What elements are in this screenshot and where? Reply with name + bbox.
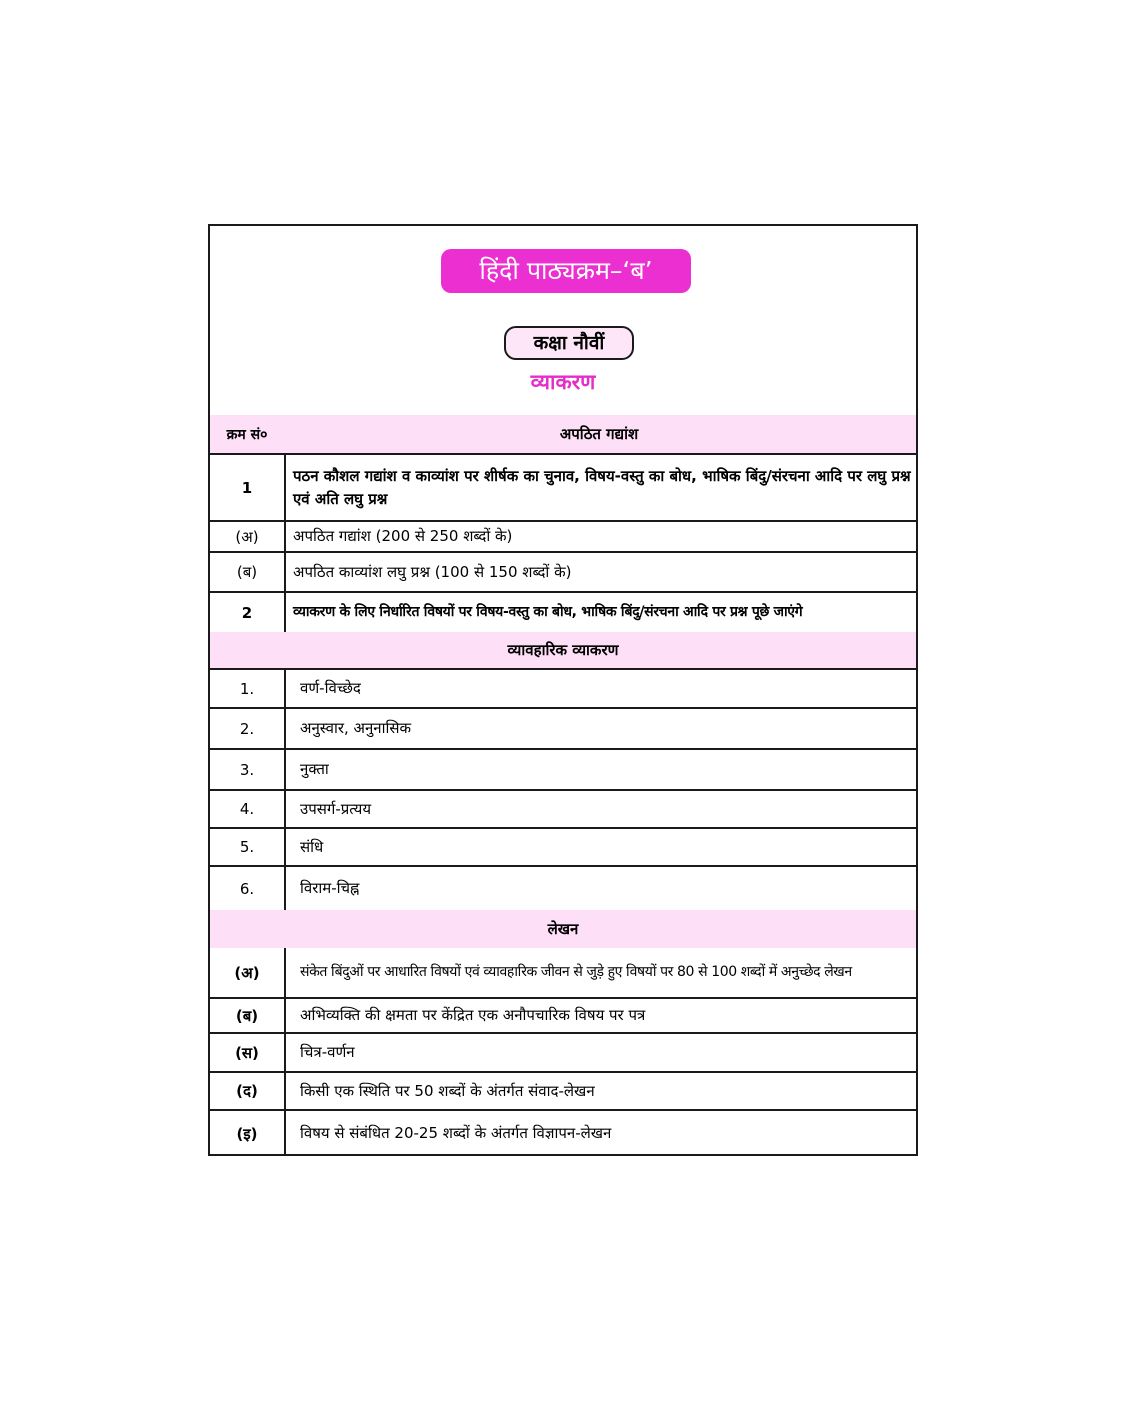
row-text: संकेत बिंदुओं पर आधारित विषयों एवं व्यावहारिक जीवन से जुड़े हुए विषयों पर 80 से 100 शब्दों में अनुच्छेद लेखन [300,964,852,980]
table-row [210,670,916,709]
section-subtitle: व्याकरण [530,370,596,394]
row-number: 6. [239,879,255,898]
row-text: विषय से संबंधित 20-25 शब्दों के अंतर्गत विज्ञापन-लेखन [300,1124,612,1142]
section-heading: लेखन [547,920,579,938]
section-header-row [210,910,916,948]
row-number: (इ) [236,1124,258,1143]
row-text: अपठित गद्यांश (200 से 250 शब्दों के) [293,527,513,545]
col-text-header: अपठित गद्यांश [559,424,639,443]
row-number: 1. [239,679,255,698]
row-number: (द) [236,1082,258,1100]
table-row [210,1073,916,1111]
table-row [210,867,916,910]
row-number: 5. [239,838,255,856]
row-text: वर्ण-विच्छेद [300,679,361,697]
row-text: अनुस्वार, अनुनासिक [300,719,412,737]
table-row [210,709,916,750]
row-number: 4. [239,800,255,818]
table-row [210,1111,916,1156]
row-text: किसी एक स्थिति पर 50 शब्दों के अंतर्गत संवाद-लेखन [300,1081,595,1100]
row-number: 2 [241,603,253,622]
row-text: संधि [300,837,324,856]
row-text: नुक्ता [300,760,329,778]
row-text: चित्र-वर्णन [300,1043,355,1061]
col-number-header: क्रम सं० [226,426,268,443]
row-text: उपसर्ग-प्रत्यय [300,799,372,818]
table-row [210,791,916,829]
section-heading: व्यावहारिक व्याकरण [507,641,619,659]
section-header-row [210,632,916,670]
row-number: 2. [239,719,255,738]
row-number: (अ) [234,963,260,982]
row-text: अपठित काव्यांश लघु प्रश्न (100 से 150 शब्दों के) [293,562,572,581]
table-row [210,750,916,791]
row-number: 3. [239,760,255,779]
table-row [210,522,916,553]
table-header-row [210,415,916,455]
row-number: (स) [235,1043,259,1062]
table-row [210,455,916,522]
row-text: विराम-चिह्न [300,879,360,897]
table-row [210,999,916,1034]
syllabus-frame [208,224,918,1156]
row-text: अभिव्यक्ति की क्षमता पर केंद्रित एक अनौपचारिक विषय पर पत्र [300,1006,646,1024]
row-text: व्याकरण के लिए निर्धारित विषयों पर विषय-वस्तु का बोध, भाषिक बिंदु/संरचना आदि पर प्रश्न पूछे जाएंगे [293,604,803,620]
table-row [210,593,916,632]
table-row [210,829,916,867]
row-number: (अ) [235,527,259,546]
row-text: पठन कौशल गद्यांश व काव्यांश पर शीर्षक का चुनाव, विषय-वस्तु का बोध, भाषिक बिंदु/संरचना आदि पर लघु प्रश्न एवं अति लघु प्रश्न [293,466,911,508]
row-number: 1 [241,478,253,497]
class-label: कक्षा नौवीं [504,326,634,360]
table-row [210,1034,916,1073]
row-number: (ब) [235,1006,259,1025]
syllabus-title: हिंदी पाठ्यक्रम–‘ब’ [441,249,691,293]
table-row [210,553,916,593]
table-row [210,948,916,999]
row-number: (ब) [236,563,258,581]
